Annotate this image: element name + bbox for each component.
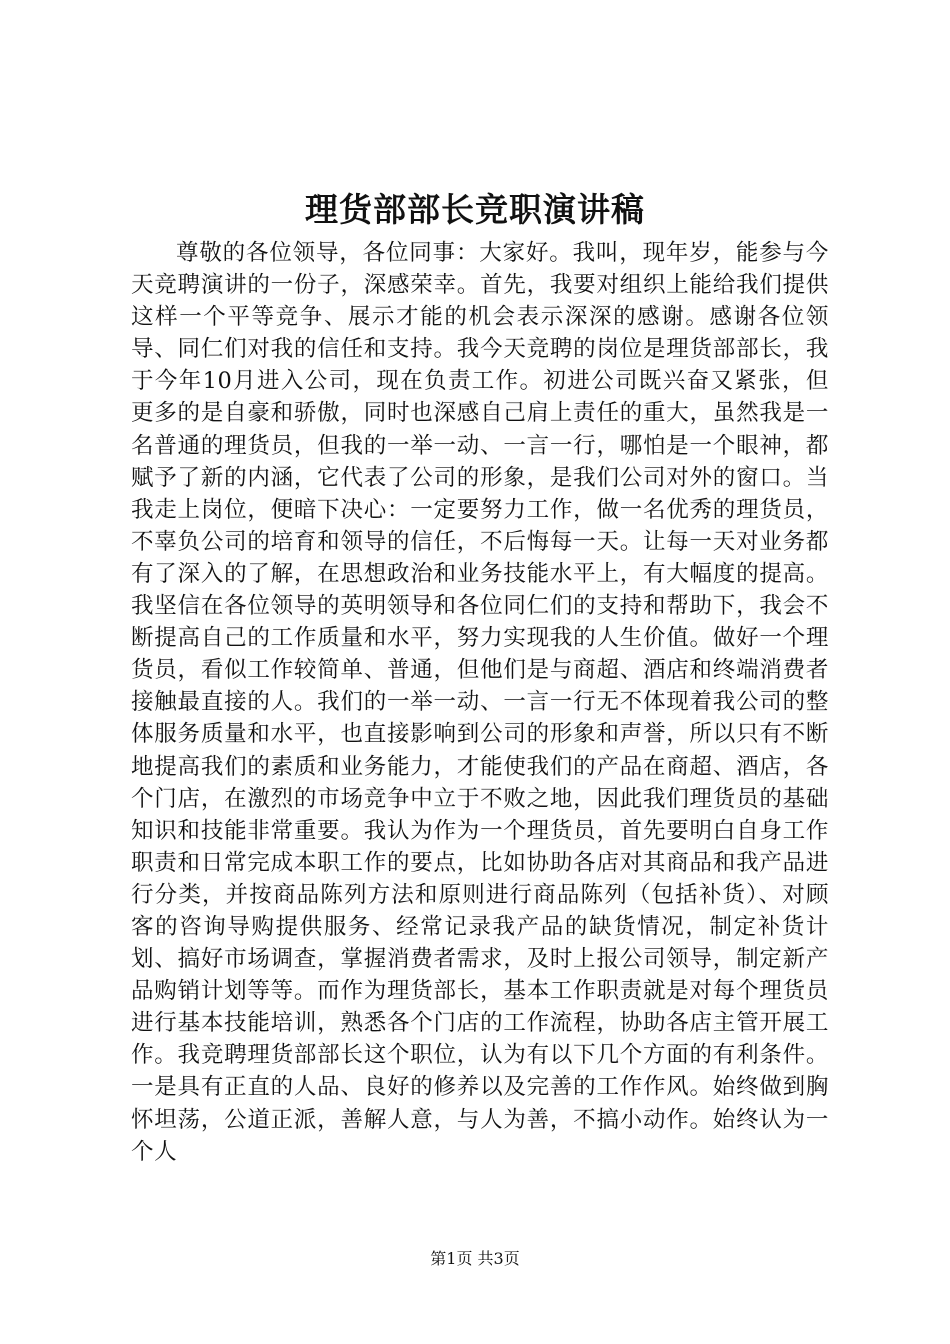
document-body: 尊敬的各位领导，各位同事：大家好。我叫，现年岁，能参与今天竞聘演讲的一份子，深感荣幸。首先，我要对组织上能给我们提供这样一个平等竞争、展示才能的机会表示深深的感谢。感谢各位领导、同仁们对我的信任和支持。我今天竞聘的岗位是理货部部长，我于今年10月进入公司，现在负责工作。初进公司既兴奋又紧张，但更多的是自豪和骄傲，同时也深感自己肩上责任的重大，虽然我是一名普通的理货员，但我的一举一动、一言一行，哪怕是一个眼神，都赋予了新的内涵，它代表了公司的形象，是我们公司对外的窗口。当我走上岗位，便暗下决心：一定要努力工作，做一名优秀的理货员，不辜负公司的培育和领导的信任，不后悔每一天。让每一天对业务都有了深入的了解，在思想政治和业务技能水平上，有大幅度的提高。我坚信在各位领导的英明领导和各位同仁们的支持和帮助下，我会不断提高自己的工作质量和水平，努力实现我的人生价值。做好一个理货员，看似工作较简单、普通，但他们是与商超、酒店和终端消费者接触最直接的人。我们的一举一动、一言一行无不体现着我公司的整体服务质量和水平，也直接影响到公司的形象和声誉，所以只有不断地提高我们的素质和业务能力，才能使我们的产品在商超、酒店，各个门店，在激烈的市场竞争中立于不败之地，因此我们理货员的基础知识和技能非常重要。我认为作为一个理货员，首先要明白自身工作职责和日常完成本职工作的要点，比如协助各店对其商品和我产品进行分类，并按商品陈列方法和原则进行商品陈列（包括补货）、对顾客的咨询导购提供服务、经常记录我产品的缺货情况，制定补货计划、搞好市场调查，掌握消费者需求，及时上报公司领导，制定新产品购销计划等等。而作为理货部长，基本工作职责就是对每个理货员进行基本技能培训，熟悉各个门店的工作流程，协助各店主管开展工作。我竞聘理货部部长这个职位，认为有以下几个方面的有利条件。一是具有正直的人品、良好的修养以及完善的工作作风。始终做到胸怀坦荡，公道正派，善解人意，与人为善，不搞小动作。始终认为一个人 — [131, 240, 829, 1165]
page-footer: 第1页 共3页 — [430, 1249, 520, 1268]
document-title: 理货部部长竞职演讲稿 — [305, 190, 645, 229]
